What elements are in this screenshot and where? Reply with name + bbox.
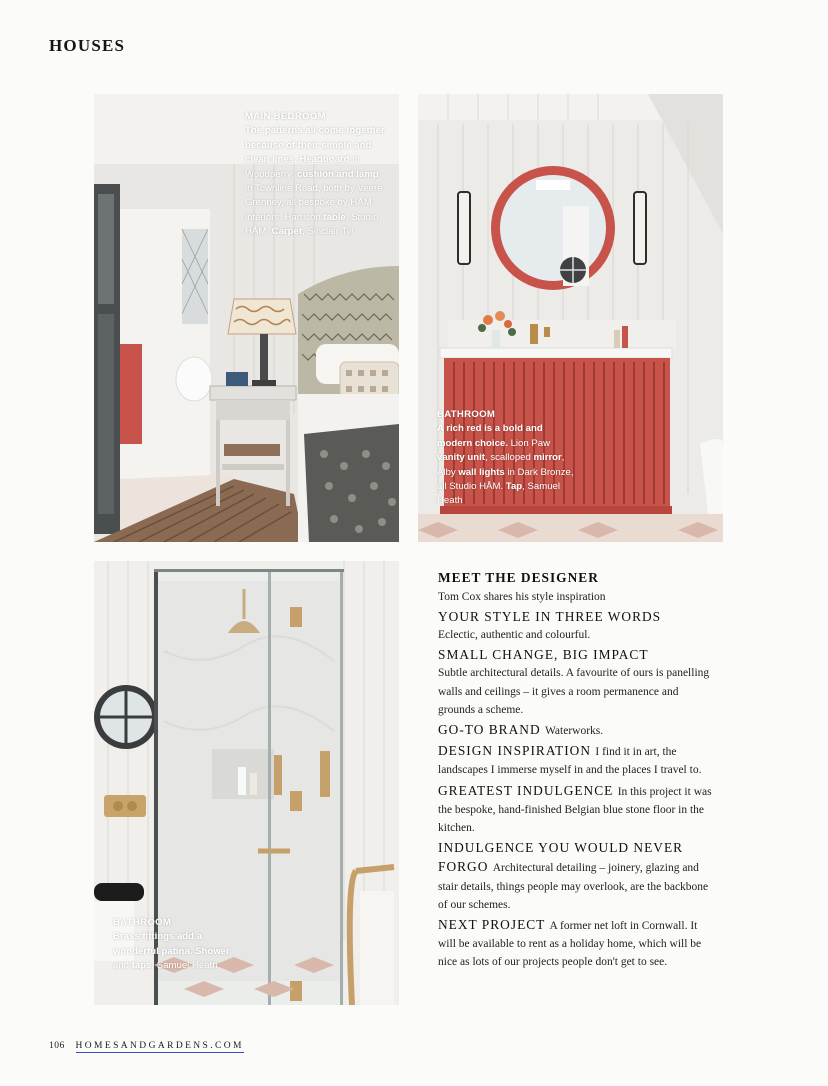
bedroom-photo: [94, 94, 399, 542]
caption-text: , Studio HÅM.: [245, 211, 379, 238]
interview-question: NEXT PROJECT: [438, 917, 550, 933]
interview-answer: I find it in art, the landscapes I immerse myself in and the places I travel to.: [438, 746, 702, 777]
caption-text: , scalloped: [484, 452, 534, 464]
caption-bold: Headboard: [299, 154, 350, 166]
interview-answer: Eclectic, authentic and colourful.: [438, 629, 591, 642]
caption-bold: taps: [131, 960, 152, 972]
interview-item: [438, 839, 716, 914]
page-footer: [49, 1041, 244, 1051]
caption-bold: table: [323, 211, 346, 223]
interview-question: YOUR STYLE IN THREE WORDS: [438, 609, 662, 625]
bedroom-caption: [245, 110, 385, 240]
caption-text: in Woodperry;: [245, 154, 360, 180]
interview-item: [438, 782, 716, 838]
caption-text: Lion Paw: [507, 437, 551, 449]
interview-question: GREATEST INDULGENCE: [438, 782, 618, 798]
interview-item: [438, 916, 716, 972]
caption-bold: Carpet: [271, 226, 303, 238]
interview-answer: In this project it was the bespoke, hand-finished Belgian blue stone floor in the kitchen.: [438, 785, 712, 835]
interview-intro: Tom Cox shares his style inspiration: [438, 591, 606, 603]
interview-question: GO-TO BRAND: [438, 722, 545, 738]
caption-bold: wall lights: [458, 466, 505, 478]
interview-question: SMALL CHANGE, BIG IMPACT: [438, 647, 649, 663]
designer-interview: [438, 568, 716, 972]
caption-bold: Shower: [192, 945, 230, 957]
caption-text: , Samuel Heath: [151, 960, 218, 972]
caption-lead: The patterns all come together because of their simple and clean lines.: [245, 125, 385, 166]
caption-heading: MAIN BEDROOM: [245, 111, 326, 122]
caption-bold: vanity unit: [437, 452, 485, 464]
section-label: HOUSES: [49, 36, 126, 55]
caption-heading: BATHROOM: [437, 409, 496, 420]
interview-item: [438, 608, 716, 644]
caption-bold: mirror: [533, 452, 562, 464]
red-bathroom-caption: [437, 408, 577, 509]
caption-bold: Tap: [505, 481, 523, 493]
caption-text: and: [113, 960, 132, 972]
caption-heading: BATHROOM: [113, 917, 172, 928]
shower-photo: [94, 561, 399, 1005]
interview-question: INDULGENCE YOU WOULD NEVER FORGO: [438, 840, 684, 875]
caption-text: , Sinclair Till: [302, 226, 354, 238]
caption-text: , Samuel Heath: [437, 481, 561, 507]
interview-title: MEET THE DESIGNER: [438, 570, 599, 585]
interview-item: [438, 646, 716, 719]
interview-answer: Subtle architectural details. A favourite of ours is panelling walls and ceilings – it gives a room permanence and grounds a scheme.: [438, 667, 710, 716]
interview-answer: A former net loft in Cornwall. It will be available to rent as a holiday home, which will be nice as lots of our projects people don't get to see.: [438, 920, 702, 969]
interview-question: DESIGN INSPIRATION: [438, 743, 596, 759]
page-number: 106: [49, 1041, 65, 1051]
caption-text: in Dark Bronze, all Studio HÅM.: [437, 466, 574, 493]
caption-text: in Townline Road, both by Veere Grenney, all bespoke by HÅM interiors. Harrison: [245, 183, 383, 223]
caption-lead: A rich red is a bold and modern choice.: [437, 423, 543, 449]
red-bathroom-photo: [418, 94, 723, 542]
shower-caption: [113, 916, 243, 974]
interview-answer: Waterworks.: [544, 725, 604, 738]
caption-text: , Alby: [437, 452, 565, 478]
interview-item: [438, 721, 716, 740]
interview-answer: Architectural detailing – joinery, glazing and stair details, things people may overlook, are the backbone of our schemes.: [438, 862, 709, 911]
interview-item: [438, 742, 716, 779]
caption-lead: Brass fittings add a wonderful patina.: [113, 931, 203, 957]
website-link[interactable]: HOMESANDGARDENS.COM: [75, 1041, 244, 1051]
caption-bold: cushion and lamp: [297, 168, 379, 180]
